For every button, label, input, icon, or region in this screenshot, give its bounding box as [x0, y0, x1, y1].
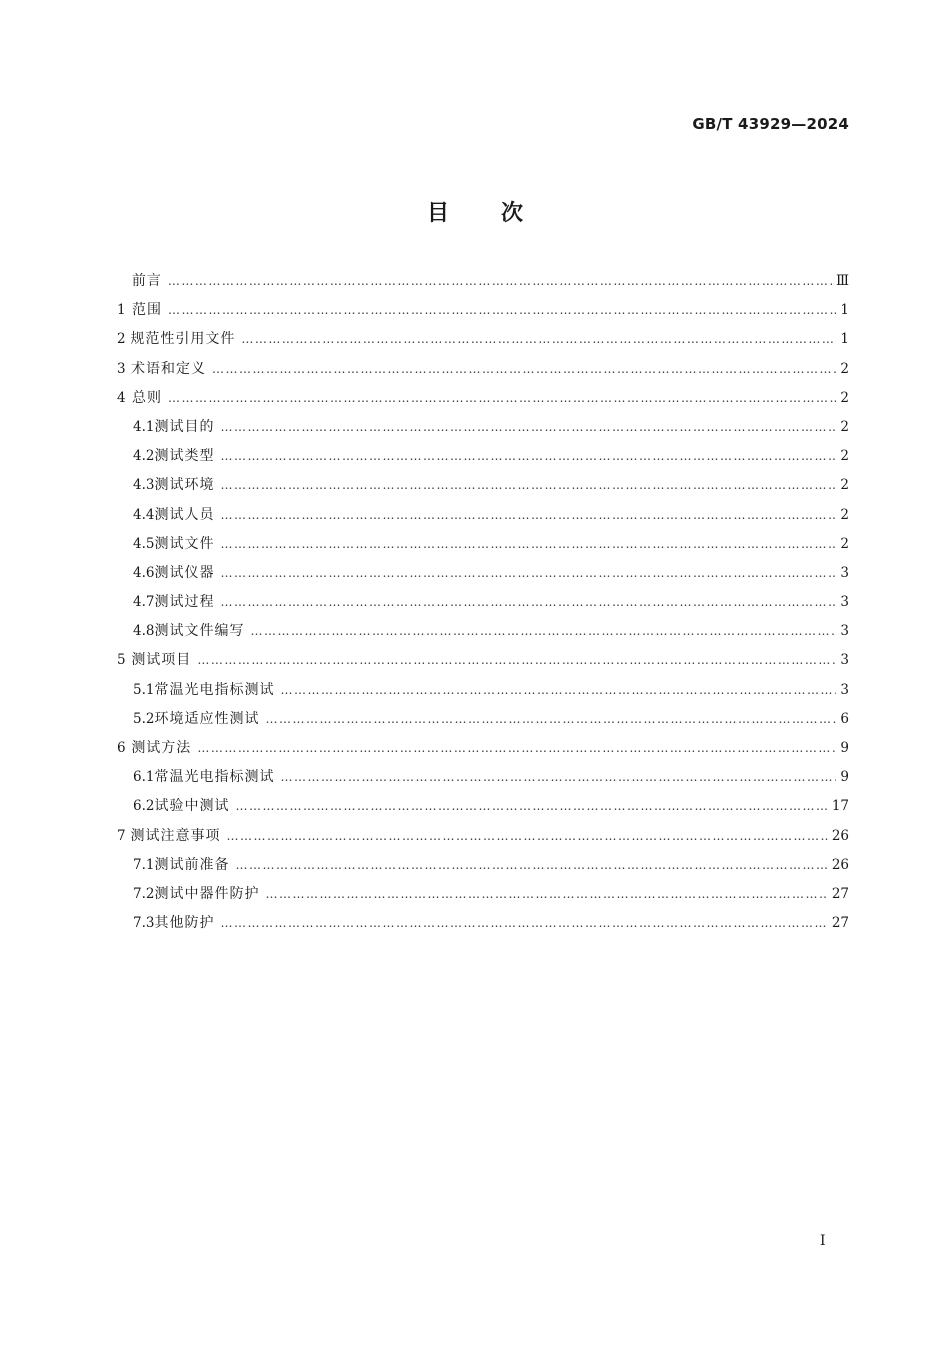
toc-entry-title: 测试环境 [154, 477, 215, 494]
toc-entry-page: 2 [840, 535, 849, 552]
toc-leader-dots [235, 858, 827, 872]
toc-entry-7[interactable] [117, 825, 849, 854]
toc-entry-6[interactable] [117, 737, 849, 766]
toc-entry-4-7[interactable] [117, 591, 849, 620]
toc-leader-dots [280, 770, 836, 784]
toc-leader-dots [220, 566, 836, 580]
toc-entry-title: 常温光电指标测试 [154, 769, 275, 786]
toc-leader-dots [220, 420, 836, 434]
toc-entry-title: 测试方法 [131, 740, 192, 756]
toc-entry-number: 4.5 [133, 535, 155, 552]
toc-entry-page: 6 [840, 710, 849, 727]
toc-leader-dots [220, 508, 836, 522]
toc-entry-page: 2 [840, 477, 849, 494]
toc-entry-4-2[interactable] [117, 445, 849, 474]
toc-entry-number: 6.1 [133, 769, 155, 786]
toc-entry-4-3[interactable] [117, 474, 849, 503]
toc-entry-page: 2 [840, 448, 849, 465]
toc-leader-dots [226, 829, 827, 843]
toc-entry-page: 2 [840, 506, 849, 523]
toc-leader-dots [197, 741, 836, 755]
toc-entry-page: 3 [840, 594, 849, 611]
toc-entry-number: 5 [117, 652, 126, 669]
toc-entry-page: 17 [831, 798, 849, 815]
toc-entry-page: 26 [831, 827, 849, 844]
toc-entry-page: 27 [831, 915, 849, 932]
toc-entry-1[interactable] [117, 299, 849, 328]
toc-entry-number: 4.2 [133, 448, 155, 465]
toc-entry-page: 3 [840, 564, 849, 581]
toc-entry-7-3[interactable] [117, 912, 849, 941]
toc-title: 目次 [426, 201, 575, 226]
toc-leader-dots [212, 362, 836, 376]
toc-entry-5-2[interactable] [117, 708, 849, 737]
toc-entry-page: 2 [840, 360, 849, 377]
toc-entry-2[interactable] [117, 328, 849, 357]
toc-entry-title: 测试仪器 [154, 564, 215, 581]
toc-entry-title: 范围 [131, 302, 162, 319]
table-of-contents [117, 270, 849, 941]
toc-entry-title: 测试注意事项 [130, 827, 221, 844]
toc-leader-dots [280, 683, 836, 697]
toc-entry-page: 9 [840, 740, 849, 756]
toc-entry-7-1[interactable] [117, 854, 849, 883]
toc-entry-title: 总则 [131, 389, 162, 406]
toc-entry-number: 7.1 [133, 856, 155, 873]
toc-entry-page: 3 [840, 681, 849, 698]
toc-leader-dots [265, 887, 827, 901]
toc-entry-title: 测试中器件防护 [154, 885, 260, 902]
toc-leader-dots [197, 653, 836, 667]
toc-entry-number: 7 [117, 827, 126, 844]
toc-leader-dots [250, 624, 836, 638]
page-number: Ⅰ [820, 1233, 826, 1249]
toc-entry-number: 4.4 [133, 506, 155, 523]
toc-entry-4-4[interactable] [117, 504, 849, 533]
toc-entry-title: 试验中测试 [154, 798, 230, 815]
toc-entry-7-2[interactable] [117, 883, 849, 912]
toc-entry-title: 测试项目 [131, 652, 192, 669]
toc-leader-dots [220, 449, 836, 463]
toc-entry-6-2[interactable] [117, 795, 849, 824]
toc-entry-4[interactable] [117, 387, 849, 416]
toc-entry-page: 27 [831, 885, 849, 902]
toc-entry-title: 测试过程 [154, 594, 215, 611]
toc-entry-page: Ⅲ [835, 273, 849, 289]
toc-entry-number: 4.8 [133, 623, 155, 640]
toc-entry-number: 2 [117, 331, 126, 348]
toc-entry-page: 2 [840, 389, 849, 406]
toc-entry-number: 3 [117, 360, 126, 377]
toc-entry-title: 术语和定义 [130, 360, 206, 377]
toc-entry-page: 26 [831, 856, 849, 873]
toc-entry-4-6[interactable] [117, 562, 849, 591]
toc-entry-number: 4.7 [133, 594, 155, 611]
toc-entry-title: 测试文件编写 [154, 623, 245, 640]
toc-leader-dots [220, 595, 836, 609]
toc-entry-5-1[interactable] [117, 679, 849, 708]
toc-entry-title: 其他防护 [154, 915, 215, 932]
toc-entry-title: 常温光电指标测试 [154, 681, 275, 698]
toc-entry-number: 4.3 [133, 477, 155, 494]
toc-entry-title: 规范性引用文件 [130, 331, 236, 348]
toc-entry-number: 4.1 [133, 418, 155, 435]
toc-leader-dots [265, 712, 836, 726]
toc-entry-number: 7.2 [133, 885, 155, 902]
toc-entry-number: 5.2 [133, 710, 155, 727]
toc-entry-page: 2 [840, 418, 849, 435]
toc-entry-4-5[interactable] [117, 533, 849, 562]
toc-entry-number: 4.6 [133, 564, 155, 581]
toc-entry-title: 测试前准备 [154, 856, 230, 873]
toc-entry-number: 1 [117, 302, 126, 319]
toc-entry-6-1[interactable] [117, 766, 849, 795]
toc-entry-title: 环境适应性测试 [154, 710, 260, 727]
toc-entry-number: 4 [117, 389, 126, 406]
toc-entry-page: 1 [840, 302, 849, 319]
toc-entry-4-1[interactable] [117, 416, 849, 445]
toc-entry-title: 前言 [131, 273, 162, 289]
toc-entry-number: 7.3 [133, 915, 155, 932]
toc-leader-dots [220, 537, 836, 551]
toc-entry-title: 测试文件 [154, 535, 215, 552]
toc-entry-4-8[interactable] [117, 620, 849, 649]
standard-code: GB/T 43929—2024 [692, 115, 849, 133]
toc-leader-dots [220, 478, 836, 492]
toc-leader-dots [168, 303, 836, 317]
toc-entry-page: 3 [840, 623, 849, 640]
toc-entry-3[interactable] [117, 358, 849, 387]
toc-entry-title: 测试人员 [154, 506, 215, 523]
toc-entry-5[interactable] [117, 649, 849, 678]
toc-entry-title: 测试类型 [154, 448, 215, 465]
toc-leader-dots [168, 274, 832, 288]
toc-entry-foreword[interactable] [117, 270, 849, 299]
toc-entry-page: 9 [840, 769, 849, 786]
toc-leader-dots [168, 391, 836, 405]
toc-entry-page: 3 [840, 652, 849, 669]
toc-entry-number: 5.1 [133, 681, 155, 698]
toc-entry-page: 1 [840, 331, 849, 348]
toc-entry-title: 测试目的 [154, 418, 215, 435]
toc-leader-dots [241, 332, 836, 346]
toc-entry-number: 6.2 [133, 798, 155, 815]
toc-leader-dots [220, 916, 827, 930]
toc-entry-number: 6 [117, 740, 126, 756]
toc-leader-dots [235, 799, 827, 813]
